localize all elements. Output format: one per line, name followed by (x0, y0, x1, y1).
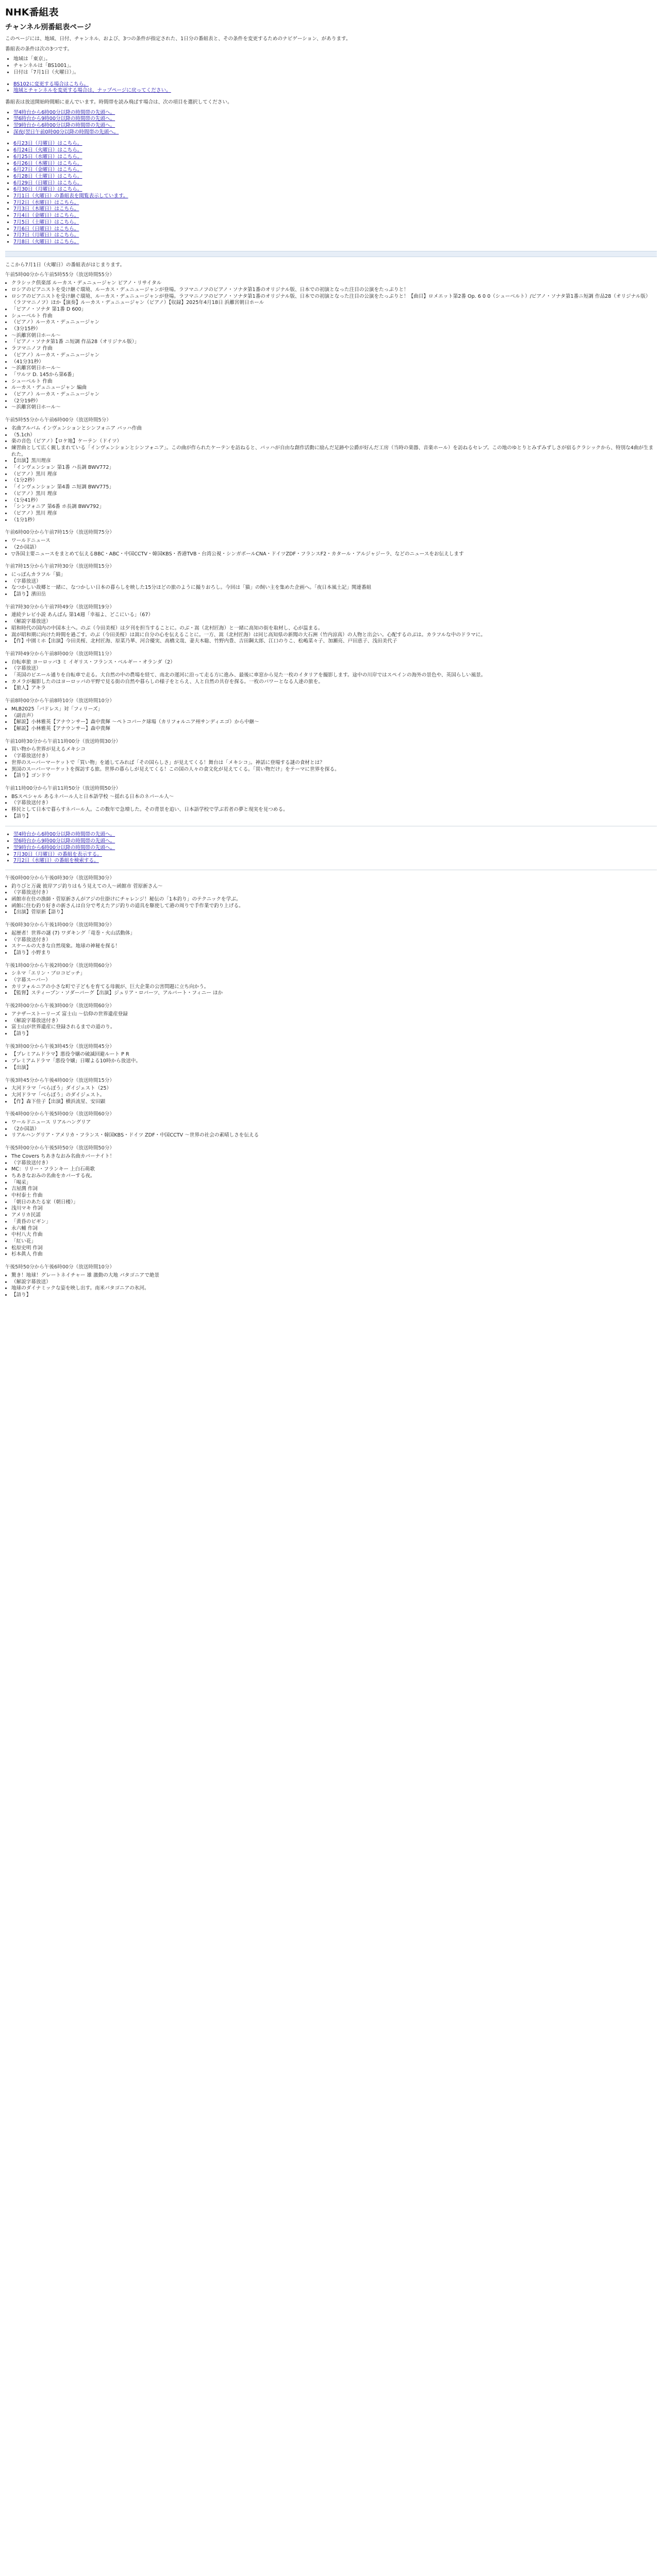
program-detail: • 練習曲として広く親しまれている「インヴェンションとシンフォニア」。この曲が作られたケーテンを訪ねると、バッハが自由な創作活動に励んだ足跡や公爵が好んだ工房（当時の楽器、音楽ホール）を訪ねるセレブ。この地のゆとりとみずみずしさが宿るクラシックから、特別な4曲が生まれた。 (11, 445, 657, 458)
mid-link[interactable]: 7月30日（月曜日）の番組を表示する。 (13, 851, 102, 857)
program-detail: • 中村泰士 作曲 (11, 1193, 657, 1199)
page-subtitle: チャンネル別番組表ページ (5, 23, 91, 31)
program (5, 1111, 657, 1139)
change-item (13, 81, 657, 88)
page-title: NHK番組表 (5, 7, 59, 18)
program (5, 530, 657, 557)
mid-link[interactable]: 翌6時台から9時00分以降の時間帯の先頭へ。 (13, 838, 115, 844)
date-link[interactable]: 7月4日（金曜日）はこちら。 (13, 213, 79, 219)
program-detail: • 【出演】菅原新【語り】 (11, 909, 657, 916)
program (5, 922, 657, 957)
date-item (13, 161, 657, 167)
program-detail: • アメリカ民謡 (11, 1212, 657, 1219)
program-detail: • （1分2秒） (11, 478, 657, 484)
program-time: 午後5時50分から午後6時00分（放送時間10分） (5, 1264, 114, 1270)
date-item (13, 232, 657, 239)
date-link[interactable]: 6月29日（日曜日）はこちら。 (13, 180, 82, 186)
program-detail: • （字幕放送付き） (11, 753, 657, 760)
date-item (13, 200, 657, 207)
program-detail: • シューベルト 作曲 (11, 379, 657, 385)
program-detail: • ロシアのピアニストを受け継ぐ環境、ルーカス・デュニュージャンが登場。ラフマニノフのピアノ・ソナタ第1番のオリジナル版、日本での初演となった注目の公演をたっぷりと！ (11, 287, 657, 294)
time-item (13, 123, 657, 129)
program-detail: • シューベルト 作曲 (11, 313, 657, 320)
program-details (5, 659, 657, 692)
program-detail: • 中村八大 作曲 (11, 1232, 657, 1239)
program (5, 272, 657, 411)
program-title: • アナザーストーリーズ 富士山 ～信仰の世界遺産登録 (11, 1011, 657, 1018)
program-detail: • 吉屋潤 作詞 (11, 1186, 657, 1193)
program (5, 604, 657, 645)
mid-link[interactable]: 翌9時台から6時00分以降の時間帯の先頭へ。 (13, 844, 115, 851)
program-detail: • MC：リリー・フランキー 上白石萌歌 (11, 1166, 657, 1173)
program-detail: • （3分15秒） (11, 326, 657, 333)
program-detail: • 異国のスーパーマーケットを探訪する旅。世界の暮らしが見えてくる！この国の人々の食文化が見えてくる。「買い物だけ」をテーマに世界を探る。 (11, 767, 657, 773)
program-detail: • （1分41秒） (11, 498, 657, 504)
date-item (13, 213, 657, 219)
program-detail: • 昭和時代の国内の中国本土へ。のぶ（今田美桜）は夕刊を担当することに。のぶ・嵩（北村匠海）と一緒に高知の街を取材し、心が温まる。 (11, 625, 657, 632)
date-link[interactable]: 6月30日（月曜日）はこちら。 (13, 187, 82, 193)
mid-item (13, 858, 657, 865)
program-detail: • 「ピアノ・ソナタ 第1番 D 600」 (11, 307, 657, 313)
time-links (5, 110, 657, 136)
program-detail: • カリフォルニアの小さな町で子どもを育てる母親が、巨大企業の公害問題に立ち向かう。 (11, 984, 657, 991)
program-detail: • （5.1ch） (11, 432, 657, 439)
program-detail: • （2か国語） (11, 1126, 657, 1133)
program-details (5, 794, 657, 820)
program-detail: • 【作】森下佳子【出演】横浜流星、安田顕 (11, 1099, 657, 1106)
program-time: 午前10時30分から午前11時00分（放送時間30分） (5, 738, 121, 744)
program (5, 963, 657, 997)
program-detail: • リアルハングリア・アメリカ・フランス・韓国KBS・ドイツ ZDF・中国CCTV ～世界の社会の素晴しさを伝える (11, 1132, 657, 1139)
date-link[interactable]: 6月24日（火曜日）はこちら。 (13, 147, 82, 154)
program-detail: • 函館市在住の漁師・菅原新さんがアジの仕掛けにチャレンジ！秘伝の「1本釣り」のテクニックを学ぶ。 (11, 896, 657, 903)
program-detail: • （2か国語） (11, 545, 657, 551)
program-detail: • 【解説】小林雅英【アナウンサー】森中貴輝 ～ペトコパーク球場（カリフォルニア州サンディエゴ）から中継～ (11, 719, 657, 726)
program-title: • クラシック倶楽部 ルーカス・デュニュージャン ピアノ・リサイタル (11, 280, 657, 287)
program-title: • 大河ドラマ「べらぼう」ダイジェスト（25） (11, 1086, 657, 1092)
program-detail: • （字幕放送付き） (11, 937, 657, 944)
time-link[interactable]: 翌4時台から6時00分以降の時間帯の先頭へ。 (13, 109, 115, 115)
date-item (13, 167, 657, 174)
time-item (13, 116, 657, 123)
program-detail: • 富士山が世界遺産に登録されるまでの道のり。 (11, 1024, 657, 1031)
program-time: 午前7時15分から午前7時30分（放送時間15分） (5, 564, 114, 570)
program-time: 午後3時45分から午後4時00分（放送時間15分） (5, 1077, 114, 1083)
program-time: 午前6時00分から午前7時15分（放送時間75分） (5, 530, 114, 536)
program-detail: • 【語り】 (11, 1292, 657, 1299)
program-details (5, 747, 657, 779)
program-detail: • （ピアノ）黒川 理彦 (11, 471, 657, 478)
program-detail: • 浅川マキ 作詞 (11, 1206, 657, 1212)
program-details (5, 1086, 657, 1105)
program-title: • MLB2025「パドレス」対「フィリーズ」 (11, 706, 657, 713)
mid-link[interactable]: 翌4時台から6時00分以降の時間帯の先頭へ。 (13, 832, 115, 838)
program-detail: • ▽各国主要ニュースをまとめて伝えるBBC・ABC・中国CCTV・韓国KBS・香港TVB・台湾公視・シンガポールCNA・ドイツZDF・フランスF2・カタール・アルジャジーラ、などのニュースをお伝えします (11, 551, 657, 558)
conditions-label: 番組表の条件は次の3つです。 (5, 46, 73, 52)
program-details (5, 426, 657, 524)
program-time: 午前5時00分から午前5時55分（放送時間55分） (5, 272, 114, 278)
program-detail: • ～浜離宮朝日ホール～ (11, 333, 657, 340)
program-details (5, 1052, 657, 1071)
date-link[interactable]: 7月6日（日曜日）はこちら。 (13, 226, 79, 232)
program-time: 午前7時49分から午前8時00分（放送時間11分） (5, 651, 114, 657)
program-detail: • 「朝日のあたる家（朝日楼）」 (11, 1199, 657, 1206)
date-item (13, 154, 657, 161)
time-item (13, 129, 657, 136)
program-detail: • 「紅い花」 (11, 1239, 657, 1245)
time-link[interactable]: 翌6時台から9時00分以降の時間帯の先頭へ。 (13, 116, 115, 122)
program-time: 午前8時00分から午前8時10分（放送時間10分） (5, 698, 114, 704)
mid-link[interactable]: 7月2日（水曜日）の番組を検索する。 (13, 858, 99, 864)
program-details (5, 572, 657, 598)
program-detail: • （41分31秒） (11, 359, 657, 366)
program-detail: • （ピアノ）黒川 理彦 (11, 491, 657, 498)
program-detail: • ルーカス・デュニュージャン 編曲 (11, 385, 657, 392)
program-details (5, 1011, 657, 1038)
program (5, 739, 657, 779)
program-title: • The Covers ちあきなおみ名曲カバーナイト！ (11, 1154, 657, 1160)
program-detail: • 「英国のピエール通りを自転車で走る。大自然の中の農場を経て、南北の運河に沿って走る方に進み、最後に車窓から見た一枚のイタリアを撮影します。途中の川岸ではスペインの海外の景色や、英国らしい風景。 (11, 672, 657, 679)
date-item (13, 147, 657, 154)
program-detail: • スケールの大きな自然現象。地球の神秘を探る！ (11, 943, 657, 950)
mid-links (5, 832, 657, 865)
program-time: 午前7時30分から午前7時49分（放送時間19分） (5, 604, 114, 610)
program-details (5, 1154, 657, 1258)
program-title: • ワールドニュース リアルハングリア (11, 1120, 657, 1126)
date-link[interactable]: 7月7日（月曜日）はこちら。 (13, 232, 79, 239)
program-detail: • 嵩が昭和期に向けた時間を過ごす。のぶ（今田美桜）は嵩に自分の心を伝えることに。一方、嵩（北村匠海）は同じ高知県の新聞の大石洲（竹内涼真）の人物と出会い。心配するのぶは。カラフルな中のドラマに。 (11, 632, 657, 639)
date-item (13, 141, 657, 147)
program-time: 午後4時00分から午後5時00分（放送時間60分） (5, 1111, 114, 1117)
program-detail: • 「ワルツ D. 145から第6番」 (11, 372, 657, 379)
program-detail: • プレミアムドラマ「悪役令嬢」日曜よる10時から放送中。 (11, 1058, 657, 1065)
program-detail: • ラフマニノフ 作曲 (11, 346, 657, 352)
program-details (5, 612, 657, 645)
program (5, 1003, 657, 1038)
program-detail: • （解説字幕放送） (11, 619, 657, 625)
date-link[interactable]: 7月3日（木曜日）はこちら。 (13, 206, 79, 212)
program-detail: • 杉本眞人 作曲 (11, 1251, 657, 1258)
mid-item (13, 832, 657, 838)
program-detail: • （字幕放送） (11, 666, 657, 672)
date-item (13, 219, 657, 226)
program-title: • 釣りびと万歳 彼岸アジ釣りはもう見えての人～函館市 菅原新さん～ (11, 884, 657, 890)
time-link[interactable]: 深夜(翌日午前0時00分以降の時間帯の先頭へ。 (13, 129, 119, 135)
program-details (5, 884, 657, 917)
program (5, 417, 657, 523)
condition-channel: • チャンネルは「BS1001」。 (13, 63, 657, 70)
program-title: • BSスペシャル あるネパール人と日本語学校 ～揺れる日本のネパール人～ (11, 794, 657, 801)
program-details (5, 706, 657, 733)
program-detail: • 【作】中園ミホ【出演】今田美桜、北村匠海、原菜乃華、河合優実、高橋文哉、妻夫木聡、竹野内豊、吉田鋼太郎、江口のりこ、松嶋菜々子、加瀬亮、戸田恵子、浅田美代子 (11, 638, 657, 645)
program-title: • にっぽんカラフル「猫」 (11, 572, 657, 579)
program-detail: • （字幕放送付き） (11, 800, 657, 807)
mid-item (13, 838, 657, 845)
date-link[interactable]: 6月28日（土曜日）はこちら。 (13, 173, 82, 179)
program-time: 午前5時55分から午前6時00分（放送時間5分） (5, 417, 111, 423)
program-title: • 驚き！地球！グレートネイチャー 雄 激動の大地 パタゴニアで絶景 (11, 1273, 657, 1279)
program-details (5, 930, 657, 957)
program-detail: • 地球のダイナミックな姿を映し出す。南米パタゴニアの氷河。 (11, 1285, 657, 1292)
mid-item (13, 845, 657, 852)
date-item (13, 187, 657, 193)
program (5, 1264, 657, 1299)
program-time: 午後0時00分から午後0時30分（放送時間30分） (5, 875, 114, 881)
program-detail: • 【語り】濱田岳 (11, 591, 657, 598)
time-link[interactable]: 翌9時台から6時00分以降の時間帯の先頭へ。 (13, 123, 115, 129)
program-title: • 名曲アルバム インヴェンションとシンフォニア バッハ作曲 (11, 426, 657, 432)
program-detail: • 【出演】黒川理彦 (11, 458, 657, 465)
program-detail: • 【語り】ゴンドウ (11, 773, 657, 779)
program-time: 午前11時00分から午前11時50分（放送時間50分） (5, 785, 121, 791)
program-detail: • ロシアのピアニストを受け継ぐ環境、ルーカス・デュニュージャンが登場。ラフマニノフのピアノ・ソナタ第1番のオリジナル版、日本での初演となった注目の公演をたっぷりと！【曲目】ロメエット第2番 Op. 6 0 0（シューベルト）/ピアノ・ソナタ第1番ニ短調 作品28（オリジナル版）（ラフマニノフ）ほか【演奏】ルーカス・デュニュージャン（ピアノ）【収録】2025年4月18日 浜離宮朝日ホール (11, 294, 657, 307)
program-detail: • 松原史明 作詞 (11, 1245, 657, 1252)
date-item (13, 226, 657, 233)
program-detail: • （解説字幕放送付き） (11, 1018, 657, 1025)
program-detail: • 移民として日本で暮らすネパール人。この数年で急増した。その背景を追い、日本語学校で学ぶ若者の夢と現実を見つめる。 (11, 807, 657, 814)
program-time: 午後3時00分から午後3時45分（放送時間45分） (5, 1043, 114, 1049)
date-link[interactable]: 7月5日（土曜日）はこちら。 (13, 219, 79, 225)
program-detail: • 「喝采」 (11, 1180, 657, 1187)
program-detail: • 【監督】スティーブン・ソダーバーグ【出演】ジュリア・ロバーツ、アルバート・フィニー ほか (11, 990, 657, 997)
program-title: • 起歴者！世界の謎 (7) ワダキング「竜巻・火山活動体」 (11, 930, 657, 937)
date-link[interactable]: 6月27日（金曜日）はこちら。 (13, 167, 82, 173)
program-detail: • 【語り】 (11, 1031, 657, 1038)
program-detail: • ～浜離宮朝日ホール～ (11, 365, 657, 372)
date-item (13, 174, 657, 180)
program-detail: • 「シンフォニア 第6番 ホ長調 BWV792」 (11, 504, 657, 511)
program-detail: • （ピアノ）ルーカス・デュニュージャン (11, 392, 657, 398)
back-to-top-link[interactable]: 地域とチャンネルを変更する場合は、ナップページに戻ってください。 (13, 88, 171, 94)
program-detail: • 【語り】 (11, 814, 657, 820)
program-detail: • （字幕放送付き） (11, 890, 657, 896)
programs-afternoon (5, 875, 657, 1299)
program-detail: • （字幕放送付き） (11, 1160, 657, 1167)
program-detail: • 函館に住む釣り好きの新さんは自分で考えたアジ釣りの道具を駆使して港の周りで手作業で釣り上げる。 (11, 903, 657, 910)
program-detail: • 【旅人】アキラ (11, 685, 657, 692)
program-title: • 連続テレビ小説 あんぱん 第14週「幸福よ、どこにいる」（67） (11, 612, 657, 619)
schedule-intro: ここから7月1日（火曜日）の番組表がはじまります。 (5, 262, 125, 268)
program-detail: • 永六輔 作詞 (11, 1226, 657, 1232)
program-title: • 【プレミアムドラマ】悪役令嬢の破滅回避ルート P R (11, 1052, 657, 1058)
program-title: • シネマ「エリン・ブロコビッチ」 (11, 971, 657, 977)
date-item (13, 239, 657, 246)
date-link[interactable]: 7月2日（水曜日）はこちら。 (13, 199, 79, 206)
program-time: 午後5時00分から午後5時50分（放送時間50分） (5, 1145, 114, 1151)
program-detail: • 大河ドラマ「べらぼう」のダイジェスト。 (11, 1092, 657, 1099)
program-details (5, 538, 657, 557)
date-item (13, 180, 657, 187)
program-detail: • 「インヴェンション 第4番 ニ短調 BWV775」 (11, 484, 657, 491)
condition-date: • 日付は「7月1日（火曜日）」。 (13, 70, 657, 76)
program-title: • 自転車旅 ヨーロッパ3 ミ イギリス・フランス・ベルギー・オランダ（2） (11, 659, 657, 666)
program (5, 698, 657, 733)
date-link-current[interactable]: 7月1日（火曜日）の番組表を閲覧表示しています。 (13, 193, 128, 199)
program (5, 1044, 657, 1072)
program (5, 1078, 657, 1106)
change-channel-link[interactable]: BS102に変更する場合はこちら。 (13, 81, 89, 87)
program-detail: • （字幕スーパー） (11, 977, 657, 984)
program-time: 午後0時30分から午後1時00分（放送時間30分） (5, 922, 114, 928)
change-item (13, 88, 657, 94)
program-detail: • （ピアノ）ルーカス・デュニュージャン (11, 319, 657, 326)
date-link[interactable]: 6月25日（水曜日）はこちら。 (13, 154, 82, 160)
program-detail: • 世界のスーパーマーケットで「買い物」を通してみれば「その国らしさ」が見えてくる！舞台は「メキシコ」。神話に登場する謎の食材とは？ (11, 760, 657, 767)
program-detail: • 【語り】小野まり (11, 950, 657, 957)
program-title: • 買い物から世界が見えるメキシコ (11, 747, 657, 753)
program-detail: • 楽の音色（ピアノ）【ロケ地】ケーテン（ドイツ） (11, 438, 657, 445)
program-details (5, 971, 657, 997)
program-title: • ワールドニュース (11, 538, 657, 545)
program-detail: • （ピアノ）ルーカス・デュニュージャン (11, 352, 657, 359)
program-detail: • カメラが撮影したのはヨーロッパの平野で見る街の自然や暮らしの様子をとらえ、人と自然の共存を探る。一枚のパワーとなる人達の旅を。 (11, 679, 657, 686)
time-item (13, 110, 657, 116)
program-detail: • 「黄昏のビギン」 (11, 1219, 657, 1226)
condition-area: • 地域は「東京」。 (13, 56, 657, 63)
date-links (5, 141, 657, 245)
program-detail: • ちあきなおみの名曲をカバーする夜。 (11, 1173, 657, 1180)
program-detail: • （1分1秒） (11, 517, 657, 524)
program-detail: • （解説字幕放送） (11, 1279, 657, 1286)
date-link[interactable]: 6月23日（月曜日）はこちら。 (13, 141, 82, 147)
date-item (13, 193, 657, 200)
program-time: 午後2時00分から午後3時00分（放送時間60分） (5, 1003, 114, 1009)
program-detail: • 「ピアノ・ソナタ第1番 ニ短調 作品28（オリジナル版）」 (11, 339, 657, 346)
time-note: 番組表は放送開始時間順に並んでいます。時間帯を読み飛ばす場合は、次の項目を選択してください。 (5, 99, 233, 105)
conditions-list (5, 56, 657, 76)
change-links (5, 81, 657, 94)
program-time: 午後1時00分から午後2時00分（放送時間60分） (5, 962, 114, 969)
date-item (13, 206, 657, 213)
program-detail: • なつかしい故郷と一緒に、なつかしい日本の暮らしを映した15分ほどの旅のように撮りおろし。今回は「猫」の飼い主を集めた企画へ。「夜日本風土記」関連番組 (11, 585, 657, 591)
date-link[interactable]: 6月26日（木曜日）はこちら。 (13, 160, 82, 166)
program-detail: • 【出演】 (11, 1065, 657, 1072)
program-details (5, 1273, 657, 1299)
program (5, 875, 657, 916)
program (5, 564, 657, 598)
program (5, 1145, 657, 1258)
program-detail: • （ピアノ）黒川 理彦 (11, 511, 657, 517)
program (5, 651, 657, 692)
program-detail: • （副音声） (11, 713, 657, 720)
program-detail: • ～浜離宮朝日ホール～ (11, 404, 657, 411)
program-detail: • （2分19秒） (11, 398, 657, 405)
mid-item (13, 852, 657, 858)
program-detail: • 【解説】小林雅英【アナウンサー】森中貴輝 (11, 726, 657, 733)
program-detail: • 「インヴェンション 第1番 ハ長調 BWV772」 (11, 465, 657, 471)
program-details (5, 280, 657, 411)
program (5, 786, 657, 820)
program-details (5, 1120, 657, 1139)
intro-text: このページには、地域、日付、チャンネル、および、3つの条件が指定された、1日分の番組表と、その条件を変更するためのナビゲーション、があります。 (5, 36, 351, 42)
divider-bar (5, 251, 657, 257)
program-detail: • （字幕放送） (11, 579, 657, 585)
date-link[interactable]: 7月8日（火曜日）はこちら。 (13, 239, 79, 245)
programs-morning (5, 272, 657, 820)
